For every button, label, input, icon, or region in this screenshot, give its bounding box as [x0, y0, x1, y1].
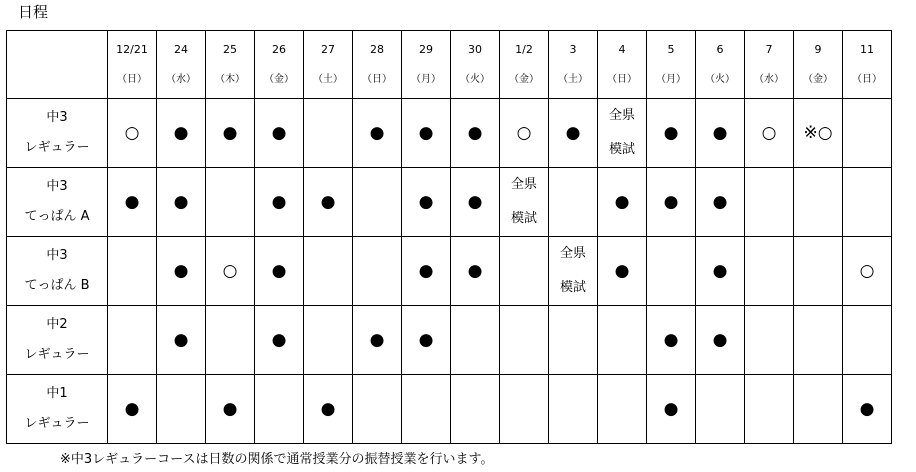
- course-row: [7, 168, 892, 237]
- schedule-cell: [206, 168, 255, 237]
- schedule-cell: [549, 99, 598, 168]
- session-mark: ○: [222, 261, 238, 281]
- weekday-label: （日）: [607, 73, 637, 85]
- schedule-cell: [843, 375, 892, 444]
- session-mark: ●: [712, 330, 728, 350]
- weekday-label: （金）: [509, 73, 539, 85]
- course-row: [7, 99, 892, 168]
- date-header-cell: [206, 31, 255, 99]
- schedule-cell: [402, 99, 451, 168]
- date-label: 6: [716, 42, 724, 56]
- session-mark: ●: [565, 123, 581, 143]
- weekday-label: （火）: [705, 73, 735, 85]
- date-header-cell: [402, 31, 451, 99]
- session-mark: ●: [467, 192, 483, 212]
- schedule-cell: [843, 306, 892, 375]
- schedule-cell: [108, 99, 157, 168]
- schedule-cell: [108, 237, 157, 306]
- date-label: 9: [814, 42, 822, 56]
- weekday-label: （土）: [558, 73, 588, 85]
- schedule-cell: [598, 306, 647, 375]
- schedule-cell: [647, 99, 696, 168]
- date-header-cell: [304, 31, 353, 99]
- weekday-label: （日）: [362, 73, 392, 85]
- date-label: 11: [860, 42, 874, 56]
- session-mark: ●: [271, 123, 287, 143]
- schedule-cell: [206, 237, 255, 306]
- date-header-cell: [451, 31, 500, 99]
- date-header-cell: [745, 31, 794, 99]
- schedule-cell: [255, 168, 304, 237]
- exam-label: 全県模試: [510, 177, 537, 226]
- schedule-cell: [598, 99, 647, 168]
- schedule-cell: [304, 168, 353, 237]
- schedule-cell: [549, 168, 598, 237]
- date-label: 24: [174, 42, 188, 56]
- course-name-cell: [7, 99, 108, 168]
- session-mark: ●: [467, 261, 483, 281]
- session-mark: ●: [173, 261, 189, 281]
- schedule-cell: [157, 237, 206, 306]
- exam-label: 全県模試: [608, 108, 635, 157]
- session-mark: ●: [222, 123, 238, 143]
- date-label: 4: [618, 42, 626, 56]
- schedule-cell: [598, 168, 647, 237]
- course-type: てっぱん A: [24, 209, 90, 224]
- date-header-cell: [549, 31, 598, 99]
- session-mark: ●: [369, 330, 385, 350]
- weekday-label: （土）: [313, 73, 343, 85]
- session-mark: ○: [859, 261, 875, 281]
- schedule-cell: [157, 168, 206, 237]
- session-mark: ●: [614, 261, 630, 281]
- weekday-label: （月）: [656, 73, 686, 85]
- schedule-cell: [108, 168, 157, 237]
- weekday-label: （金）: [264, 73, 294, 85]
- course-grade: 中3: [46, 110, 68, 125]
- schedule-cell: [353, 375, 402, 444]
- schedule-cell: [696, 237, 745, 306]
- schedule-cell: [549, 237, 598, 306]
- schedule-cell: [157, 375, 206, 444]
- date-label: 12/21: [116, 42, 148, 56]
- session-mark: ●: [320, 192, 336, 212]
- date-label: 29: [419, 42, 433, 56]
- course-grade: 中2: [46, 317, 68, 332]
- schedule-cell: [402, 168, 451, 237]
- date-header-cell: [108, 31, 157, 99]
- schedule-cell: [696, 375, 745, 444]
- corner-cell: [7, 31, 108, 99]
- schedule-cell: [500, 375, 549, 444]
- schedule-cell: [549, 306, 598, 375]
- session-mark: ●: [614, 192, 630, 212]
- date-label: 26: [272, 42, 286, 56]
- weekday-label: （火）: [460, 73, 490, 85]
- schedule-cell: [794, 306, 843, 375]
- schedule-cell: [647, 237, 696, 306]
- course-grade: 中3: [46, 248, 68, 263]
- schedule-cell: [696, 168, 745, 237]
- session-mark: ●: [222, 399, 238, 419]
- schedule-cell: [451, 375, 500, 444]
- date-header-cell: [353, 31, 402, 99]
- session-mark: ●: [418, 330, 434, 350]
- date-label: 25: [223, 42, 237, 56]
- session-mark: ●: [173, 192, 189, 212]
- schedule-cell: [108, 375, 157, 444]
- schedule-cell: [353, 237, 402, 306]
- session-mark: ○: [516, 123, 532, 143]
- schedule-cell: [647, 375, 696, 444]
- session-mark: ●: [124, 399, 140, 419]
- schedule-cell: [745, 168, 794, 237]
- schedule-cell: [402, 237, 451, 306]
- course-row: [7, 237, 892, 306]
- date-label: 7: [765, 42, 773, 56]
- date-header-cell: [500, 31, 549, 99]
- schedule-cell: [206, 99, 255, 168]
- footnote: ※中3レギュラーコースは日数の関係で通常授業分の振替授業を行います。: [60, 452, 494, 467]
- course-name-cell: [7, 306, 108, 375]
- schedule-cell: [745, 237, 794, 306]
- schedule-cell: [157, 306, 206, 375]
- schedule-cell: [745, 306, 794, 375]
- schedule-cell: [598, 237, 647, 306]
- date-header-cell: [255, 31, 304, 99]
- course-type: てっぱん B: [24, 278, 90, 293]
- date-header-cell: [696, 31, 745, 99]
- course-row: [7, 306, 892, 375]
- date-header-cell: [794, 31, 843, 99]
- course-grade: 中1: [46, 386, 68, 401]
- page-title: 日程: [18, 3, 49, 21]
- header-row: [7, 31, 892, 99]
- session-mark: ●: [467, 123, 483, 143]
- course-grade: 中3: [46, 179, 68, 194]
- schedule-cell: [402, 375, 451, 444]
- session-mark: ●: [712, 261, 728, 281]
- schedule-cell: [304, 237, 353, 306]
- date-header-cell: [843, 31, 892, 99]
- schedule-cell: [255, 375, 304, 444]
- course-name-cell: [7, 375, 108, 444]
- schedule-cell: [500, 237, 549, 306]
- schedule-cell: [549, 375, 598, 444]
- schedule-cell: [304, 306, 353, 375]
- schedule-cell: [598, 375, 647, 444]
- schedule-cell: [500, 306, 549, 375]
- schedule-cell: [451, 168, 500, 237]
- schedule-cell: [402, 306, 451, 375]
- date-label: 27: [321, 42, 335, 56]
- session-mark: ●: [369, 123, 385, 143]
- course-type: レギュラー: [24, 140, 90, 155]
- schedule-cell: [108, 306, 157, 375]
- schedule-cell: [255, 237, 304, 306]
- schedule-cell: [304, 375, 353, 444]
- schedule-cell: [255, 99, 304, 168]
- session-mark: ●: [663, 330, 679, 350]
- weekday-label: （日）: [117, 73, 147, 85]
- schedule-cell: [745, 375, 794, 444]
- schedule-cell: [304, 99, 353, 168]
- schedule-cell: [255, 306, 304, 375]
- schedule-cell: [500, 99, 549, 168]
- session-mark: ●: [712, 192, 728, 212]
- session-mark: ●: [859, 399, 875, 419]
- schedule-cell: [206, 375, 255, 444]
- course-row: [7, 375, 892, 444]
- session-mark: ●: [663, 123, 679, 143]
- schedule-cell: [647, 168, 696, 237]
- schedule-cell: [451, 306, 500, 375]
- schedule-cell: [794, 99, 843, 168]
- course-type: レギュラー: [24, 347, 90, 362]
- course-name-cell: [7, 237, 108, 306]
- session-mark: ●: [271, 192, 287, 212]
- schedule-cell: [157, 99, 206, 168]
- weekday-label: （水）: [754, 73, 784, 85]
- schedule-cell: [696, 99, 745, 168]
- schedule-cell: [353, 306, 402, 375]
- schedule-cell: [794, 168, 843, 237]
- schedule-cell: [794, 237, 843, 306]
- date-label: 1/2: [515, 42, 533, 56]
- schedule-cell: [353, 168, 402, 237]
- weekday-label: （金）: [803, 73, 833, 85]
- date-label: 28: [370, 42, 384, 56]
- session-mark: ●: [124, 192, 140, 212]
- session-mark: ○: [761, 123, 777, 143]
- schedule-table: [6, 30, 892, 444]
- exam-label: 全県模試: [559, 246, 586, 295]
- schedule-cell: [843, 168, 892, 237]
- schedule-cell: [647, 306, 696, 375]
- date-header-cell: [598, 31, 647, 99]
- session-mark: ○: [124, 123, 140, 143]
- course-type: レギュラー: [24, 416, 90, 431]
- schedule-cell: [843, 99, 892, 168]
- session-mark: ●: [712, 123, 728, 143]
- session-mark: ●: [173, 123, 189, 143]
- date-label: 5: [667, 42, 675, 56]
- schedule-cell: [794, 375, 843, 444]
- schedule-cell: [696, 306, 745, 375]
- session-mark: ●: [418, 261, 434, 281]
- schedule-cell: [843, 237, 892, 306]
- session-mark: ●: [418, 192, 434, 212]
- session-mark: ●: [663, 399, 679, 419]
- date-header-cell: [157, 31, 206, 99]
- schedule-cell: [451, 237, 500, 306]
- weekday-label: （日）: [852, 73, 882, 85]
- schedule-cell: [500, 168, 549, 237]
- date-label: 30: [468, 42, 482, 56]
- session-mark: ●: [271, 330, 287, 350]
- weekday-label: （木）: [215, 73, 245, 85]
- schedule-cell: [451, 99, 500, 168]
- weekday-label: （水）: [166, 73, 196, 85]
- date-label: 3: [569, 42, 577, 56]
- date-header-cell: [647, 31, 696, 99]
- session-mark: ●: [663, 192, 679, 212]
- session-mark: ※○: [803, 123, 833, 143]
- session-mark: ●: [173, 330, 189, 350]
- schedule-cell: [745, 99, 794, 168]
- session-mark: ●: [320, 399, 336, 419]
- course-name-cell: [7, 168, 108, 237]
- schedule-cell: [353, 99, 402, 168]
- session-mark: ●: [418, 123, 434, 143]
- schedule-cell: [206, 306, 255, 375]
- weekday-label: （月）: [411, 73, 441, 85]
- session-mark: ●: [271, 261, 287, 281]
